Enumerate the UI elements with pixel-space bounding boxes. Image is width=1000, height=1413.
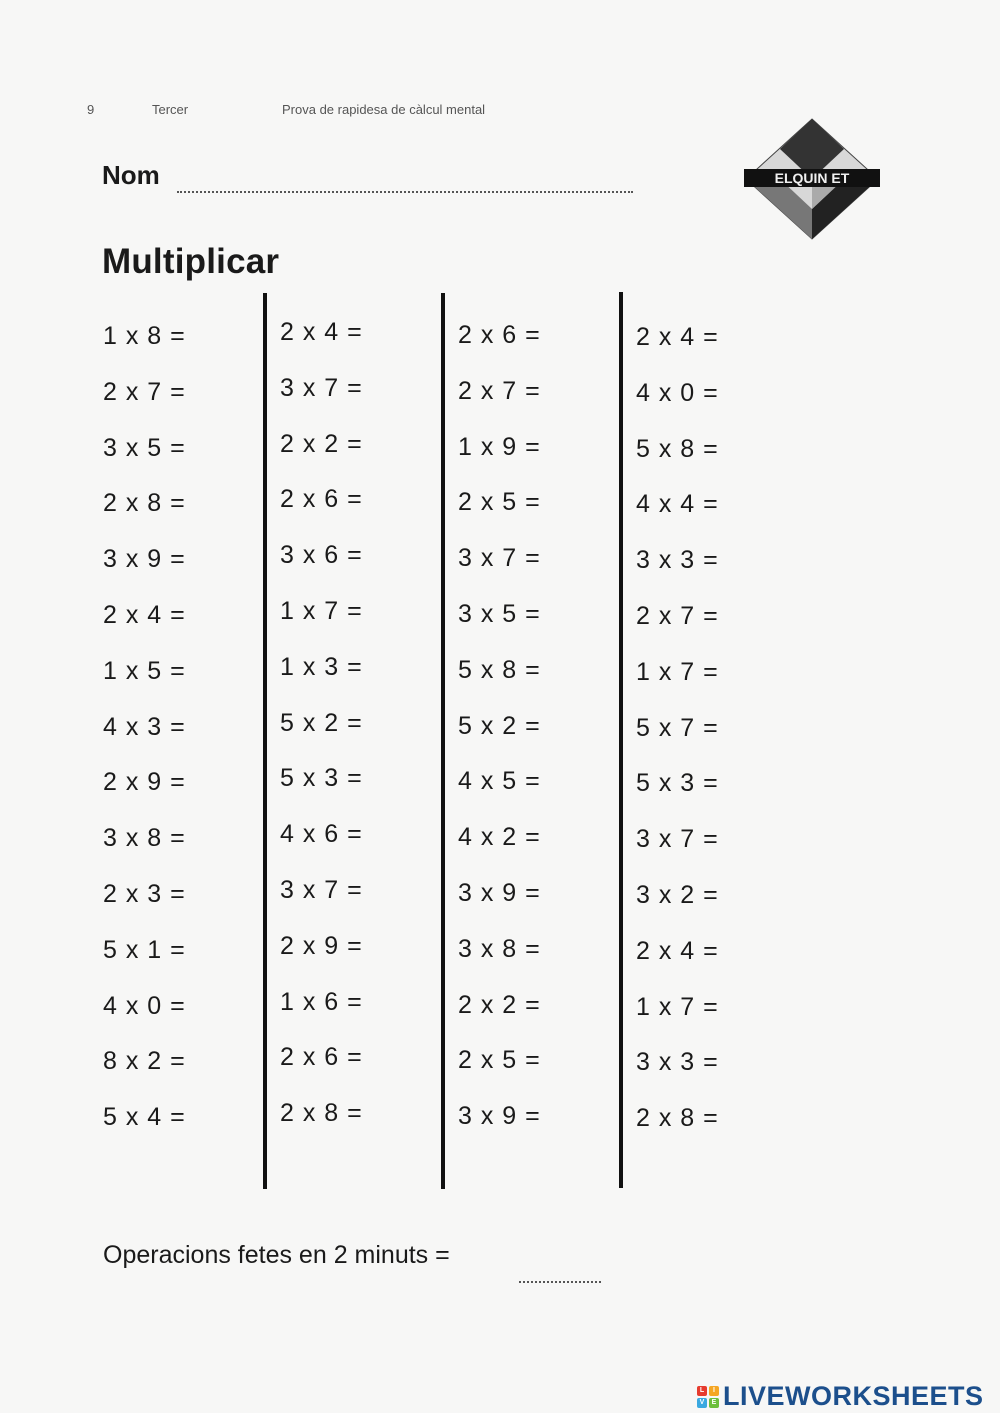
multiplication-problem: 1 x 7 = [636,657,719,686]
multiplication-problem: 1 x 8 = [103,322,186,350]
watermark-block: E [709,1398,719,1408]
multiplication-problem: 3 x 3 = [636,546,719,575]
multiplication-problem: 3 x 9 = [458,879,541,907]
multiplication-problem: 4 x 0 = [636,378,719,407]
multiplication-problem: 8 x 2 = [103,1047,186,1076]
multiplication-problem: 2 x 2 = [458,990,541,1019]
multiplication-problem: 5 x 7 = [636,713,719,742]
multiplication-problem: 3 x 7 = [280,876,363,904]
watermark-block: L [697,1386,707,1396]
multiplication-problem: 3 x 5 = [103,433,186,462]
liveworksheets-watermark [697,1381,984,1412]
multiplication-problem: 3 x 9 = [103,545,186,574]
multiplication-problem: 2 x 8 = [636,1104,719,1133]
multiplication-problem: 4 x 0 = [103,991,186,1020]
multiplication-problem: 2 x 6 = [280,1043,363,1072]
multiplication-problem: 2 x 9 = [103,768,186,797]
multiplication-problem: 1 x 6 = [280,987,363,1016]
watermark-text: LIVEWORKSHEETS [723,1381,984,1411]
header-grade: Tercer [152,102,189,117]
multiplication-problem: 1 x 3 = [280,652,363,681]
multiplication-problem: 5 x 2 = [280,708,363,737]
multiplication-problem: 3 x 7 = [636,825,719,854]
multiplication-problem: 2 x 4 = [280,318,363,346]
multiplication-problem: 2 x 8 = [103,489,186,518]
header-page-number: 9 [87,102,95,117]
column-divider [619,292,623,1188]
multiplication-problem: 5 x 2 = [458,711,541,740]
multiplication-problem: 1 x 7 = [280,597,363,625]
logo-text: ELQUIN ET [774,170,850,186]
multiplication-problem: 5 x 1 = [103,935,186,964]
multiplication-problem: 2 x 6 = [458,321,541,349]
watermark-block: I [709,1386,719,1396]
multiplication-problem: 5 x 8 = [458,655,541,684]
watermark-logo-blocks [697,1386,719,1408]
multiplication-problem: 2 x 9 = [280,931,363,960]
header-title: Prova de rapidesa de càlcul mental [282,102,486,117]
multiplication-problem: 2 x 4 = [636,323,719,351]
multiplication-problem: 4 x 3 = [103,712,186,741]
multiplication-problem: 4 x 2 = [458,823,541,852]
multiplication-problem: 3 x 8 = [458,934,541,963]
multiplication-problem: 4 x 5 = [458,767,541,796]
multiplication-problem: 3 x 7 = [280,373,363,402]
watermark-block: V [697,1398,707,1408]
multiplication-problem: 2 x 5 = [458,1046,541,1075]
name-label: Nom [102,160,160,190]
multiplication-problem: 3 x 3 = [636,1048,719,1077]
multiplication-problem: 3 x 6 = [280,541,363,570]
multiplication-problem: 2 x 4 = [636,936,719,965]
multiplication-problem: 2 x 7 = [458,376,541,405]
multiplication-problem: 3 x 8 = [103,824,186,853]
multiplication-problem: 2 x 5 = [458,488,541,517]
column-divider [441,293,445,1189]
multiplication-problem: 3 x 9 = [458,1102,541,1131]
multiplication-problem: 2 x 3 = [103,880,186,908]
multiplication-problem: 4 x 6 = [280,820,363,849]
multiplication-problem: 5 x 8 = [636,434,719,463]
footer-answer-line[interactable] [519,1281,601,1283]
multiplication-problem: 5 x 3 = [280,764,363,793]
multiplication-problem: 3 x 7 = [458,544,541,573]
publisher-logo [744,117,880,241]
multiplication-problem: 1 x 9 = [458,432,541,461]
multiplication-problem: 2 x 7 = [636,602,719,630]
footer-text: Operacions fetes en 2 minuts = [103,1241,450,1269]
multiplication-problem: 2 x 7 = [103,377,186,406]
column-divider [263,293,267,1189]
multiplication-problem: 5 x 3 = [636,769,719,798]
multiplication-problem: 1 x 7 = [636,992,719,1021]
multiplication-problem: 3 x 5 = [458,600,541,628]
multiplication-problem: 2 x 2 = [280,429,363,458]
multiplication-problem: 3 x 2 = [636,881,719,909]
multiplication-problem: 2 x 8 = [280,1099,363,1128]
name-input-line[interactable] [177,191,633,193]
multiplication-problem: 5 x 4 = [103,1103,186,1132]
section-title: Multiplicar [102,242,280,281]
multiplication-problem: 2 x 6 = [280,485,363,514]
multiplication-problem: 1 x 5 = [103,656,186,685]
multiplication-problem: 2 x 4 = [103,601,186,629]
multiplication-problem: 4 x 4 = [636,490,719,519]
